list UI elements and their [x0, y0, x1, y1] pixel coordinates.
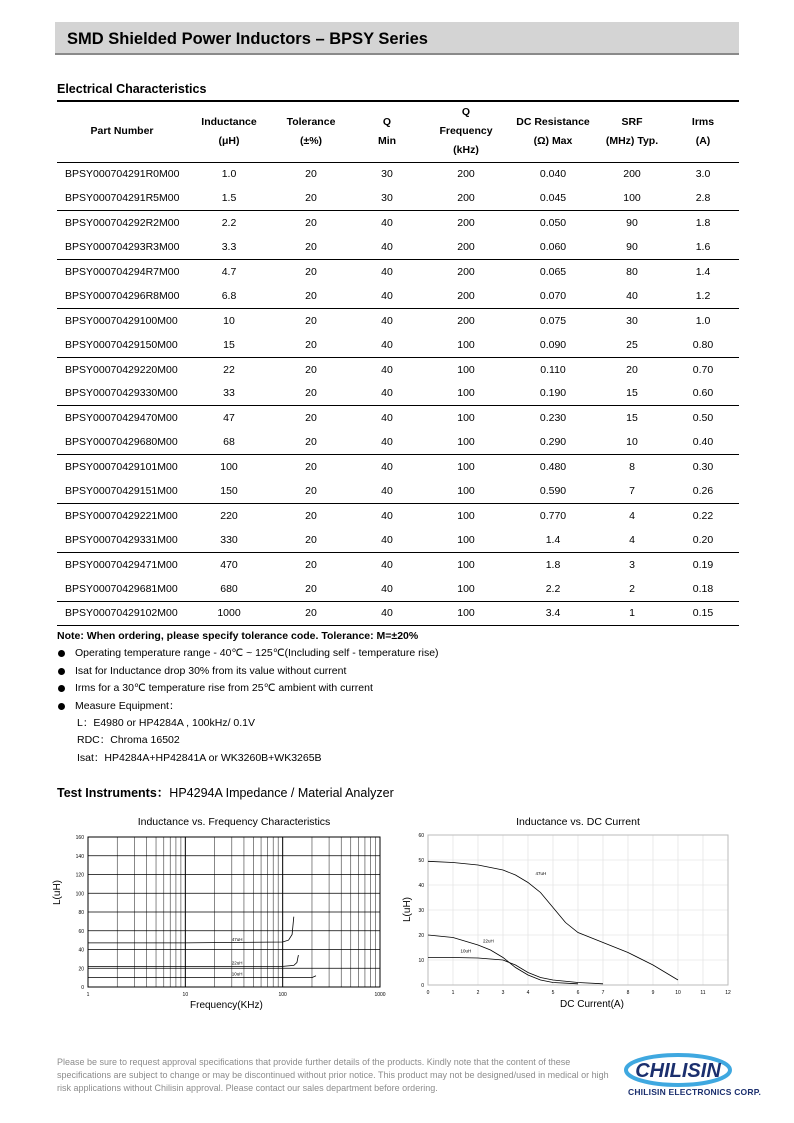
note-bullet: Measure Equipment：	[57, 698, 439, 715]
column-header	[597, 101, 667, 162]
y-tick-label: 0	[81, 985, 84, 991]
freq-chart-xlabel: Frequency(KHz)	[190, 1000, 263, 1011]
part-number-cell: BPSY00070429680M00	[57, 430, 187, 454]
table-cell: 20	[271, 382, 351, 406]
y-tick-label: 40	[418, 883, 424, 889]
x-tick-label: 12	[725, 990, 731, 996]
column-header	[271, 101, 351, 162]
table-cell: 10	[597, 430, 667, 454]
table-row	[57, 601, 739, 625]
part-number-cell: BPSY000704291R5M00	[57, 186, 187, 210]
table-cell: 2.2	[509, 577, 597, 601]
table-cell: 0.090	[509, 333, 597, 357]
column-header	[667, 101, 739, 162]
y-tick-label: 40	[78, 947, 84, 954]
section-title: Electrical Characteristics	[57, 82, 207, 96]
table-cell: 1.0	[695, 314, 711, 327]
table-cell: 7	[597, 479, 667, 503]
x-tick-label: 1000	[374, 992, 386, 998]
table-cell: 40	[351, 430, 423, 454]
part-number-cell: BPSY000704292R2M00	[65, 217, 180, 230]
series-label: 22uH	[231, 960, 243, 966]
table-cell: 2.8	[667, 186, 739, 210]
table-cell: 330	[187, 528, 271, 552]
table-cell: 33	[187, 382, 271, 406]
title-bar	[55, 22, 739, 55]
table-cell: 0.60	[667, 382, 739, 406]
x-tick-label: 6	[576, 990, 580, 996]
column-header	[187, 101, 271, 162]
column-header-line: Q	[382, 115, 392, 128]
table-cell: 68	[187, 430, 271, 454]
column-header-line: Inductance	[201, 115, 257, 128]
equipment-line: RDC：Chroma 16502	[77, 734, 180, 747]
table-cell: 0.15	[667, 601, 739, 625]
table-cell: 20	[305, 461, 317, 474]
table-cell: 20	[271, 528, 351, 552]
table-cell: 100	[423, 382, 509, 406]
column-header-line: Frequency	[439, 125, 493, 138]
table-cell: 20	[305, 363, 317, 376]
table-cell: 200	[423, 284, 509, 308]
part-number-cell: BPSY00070429331M00	[57, 528, 187, 552]
table-cell: 40	[381, 363, 393, 376]
column-header-line: (±%)	[299, 134, 323, 147]
table-cell: 4	[597, 528, 667, 552]
table-row	[57, 479, 739, 503]
table-cell: 4.7	[221, 266, 237, 278]
table-cell: 0.40	[667, 430, 739, 454]
series-label: 47uH	[535, 871, 547, 876]
series-line	[88, 976, 316, 978]
table-cell: 40	[381, 314, 393, 327]
table-cell: 40	[381, 217, 393, 230]
series-label: 47uH	[231, 936, 243, 942]
table-cell: 40	[351, 382, 423, 406]
series-label: 10uH	[460, 948, 472, 954]
table-cell: 1.8	[695, 217, 711, 230]
table-row	[57, 162, 739, 186]
table-cell: 40	[351, 528, 423, 552]
table-cell: 1	[597, 601, 667, 625]
table-cell: 90	[626, 217, 638, 230]
table-cell: 1.0	[221, 168, 237, 181]
table-cell: 0.480	[539, 461, 567, 474]
table-cell: 100	[457, 412, 475, 425]
table-row	[57, 260, 739, 284]
column-header-line: (Ω) Max	[533, 134, 573, 147]
table-row	[57, 357, 739, 381]
table-cell: 25	[597, 333, 667, 357]
column-header-line: (MHz) Typ.	[605, 134, 659, 147]
note-bullet: Irms for a 30℃ temperature rise from 25℃ ambient with current	[57, 680, 439, 697]
series-label: 22uH	[483, 938, 494, 944]
test-instruments-value: HP4294A Impedance / Material Analyzer	[169, 786, 394, 800]
x-tick-label: 8	[626, 990, 630, 996]
note-bullet: Isat for Inductance drop 30% from its value without current	[57, 663, 439, 680]
table-cell: 40	[351, 235, 423, 259]
note-bullet: Operating temperature range - 40℃ ~ 125℃(Including self - temperature rise)	[57, 645, 439, 662]
page-title: SMD Shielded Power Inductors – BPSY Series	[67, 30, 428, 48]
column-header-line: Q	[461, 106, 471, 119]
table-cell: 47	[223, 412, 235, 425]
table-cell: 200	[457, 266, 475, 278]
logo-wordmark: CHILISIN	[635, 1060, 721, 1082]
spec-table-head	[57, 101, 739, 162]
table-cell: 200	[457, 168, 475, 181]
table-cell: 40	[381, 461, 393, 474]
test-instruments-label: Test Instruments：	[57, 786, 170, 800]
table-cell: 8	[629, 461, 635, 474]
notes	[57, 628, 439, 767]
y-tick-label: 20	[78, 966, 84, 973]
table-cell: 100	[423, 479, 509, 503]
column-header-line: (kHz)	[453, 144, 479, 157]
column-header-line: (μH)	[218, 134, 240, 147]
table-cell: 10	[223, 314, 235, 327]
x-tick-label: 10	[675, 990, 681, 996]
table-cell: 20	[305, 412, 317, 425]
table-cell: 100	[423, 528, 509, 552]
part-number-cell: BPSY00070429150M00	[57, 333, 187, 357]
table-cell: 2.2	[221, 217, 237, 230]
table-row	[57, 333, 739, 357]
freq-chart-title: Inductance vs. Frequency Characteristics	[137, 816, 331, 828]
table-cell: 0.50	[692, 412, 714, 425]
y-tick-label: 60	[78, 928, 84, 935]
table-cell: 0.065	[539, 266, 567, 278]
table-cell: 0.110	[540, 363, 566, 376]
table-cell: 200	[423, 186, 509, 210]
table-cell: 40	[351, 284, 423, 308]
y-tick-label: 160	[75, 835, 84, 841]
spec-table-body	[57, 162, 739, 625]
column-header	[57, 101, 187, 162]
table-cell: 220	[220, 509, 238, 522]
table-cell: 15	[187, 333, 271, 357]
table-cell: 0.050	[539, 217, 567, 230]
table-cell: 40	[381, 412, 393, 425]
dc-chart	[410, 828, 740, 998]
y-tick-label: 50	[418, 858, 424, 864]
part-number-cell: BPSY000704293R3M00	[57, 235, 187, 259]
part-number-cell: BPSY00070429102M00	[57, 601, 187, 625]
table-row	[57, 455, 739, 479]
part-number-cell: BPSY00070429221M00	[65, 509, 178, 522]
table-cell: 0.18	[667, 577, 739, 601]
freq-chart-ylabel: L(uH)	[52, 879, 63, 905]
table-cell: 20	[271, 235, 351, 259]
x-tick-label: 4	[526, 990, 530, 996]
table-cell: 0.060	[509, 235, 597, 259]
table-cell: 200	[457, 217, 475, 230]
table-row	[57, 284, 739, 308]
table-cell: 100	[423, 577, 509, 601]
header-row	[57, 101, 739, 162]
y-tick-label: 30	[418, 908, 424, 914]
part-number-cell: BPSY00070429470M00	[65, 412, 178, 425]
y-tick-label: 20	[418, 933, 424, 939]
table-cell: 1.4	[509, 528, 597, 552]
table-cell: 3.3	[187, 235, 271, 259]
y-tick-label: 10	[418, 958, 424, 964]
x-tick-label: 100	[278, 992, 287, 998]
table-cell: 40	[381, 266, 393, 278]
column-header-line: Min	[377, 134, 397, 147]
table-cell: 20	[626, 363, 638, 376]
table-cell: 100	[457, 558, 475, 571]
table-cell: 0.770	[539, 509, 567, 522]
table-cell: 100	[457, 363, 475, 376]
table-cell: 200	[457, 314, 475, 327]
x-tick-label: 5	[551, 990, 555, 996]
test-instruments	[57, 783, 394, 801]
table-row	[57, 552, 739, 576]
dc-chart-ylabel: L(uH)	[402, 896, 413, 922]
table-cell: 0.26	[667, 479, 739, 503]
x-tick-label: 3	[501, 990, 505, 996]
table-cell: 0.070	[509, 284, 597, 308]
column-header-line: Part Number	[90, 125, 154, 138]
table-cell: 100	[423, 430, 509, 454]
part-number-cell: BPSY000704291R0M00	[65, 168, 180, 181]
table-row	[57, 235, 739, 259]
equipment-line: Isat：HP4284A+HP42841A or WK3260B+WK3265B	[77, 751, 322, 764]
table-cell: 20	[271, 430, 351, 454]
part-number-cell: BPSY00070429681M00	[57, 577, 187, 601]
table-cell: 20	[271, 333, 351, 357]
table-cell: 20	[305, 509, 317, 522]
company-name: CHILISIN ELECTRONICS CORP.	[628, 1087, 762, 1097]
table-cell: 470	[220, 558, 238, 571]
column-header-line: (A)	[695, 134, 711, 147]
part-number-cell: BPSY00070429101M00	[65, 461, 178, 474]
table-cell: 0.22	[692, 509, 714, 522]
table-cell: 40	[381, 558, 393, 571]
table-cell: 100	[457, 461, 475, 474]
table-cell: 0.590	[509, 479, 597, 503]
table-cell: 0.70	[692, 363, 714, 376]
table-cell: 15	[597, 382, 667, 406]
x-tick-label: 2	[476, 990, 480, 996]
y-tick-label: 80	[78, 910, 84, 916]
part-number-cell: BPSY00070429220M00	[65, 363, 178, 376]
series-label: 10uH	[231, 971, 243, 977]
x-tick-label: 11	[700, 990, 706, 996]
y-tick-label: 60	[418, 833, 424, 839]
column-header	[509, 101, 597, 162]
table-cell: 40	[381, 509, 393, 522]
column-header-line: DC Resistance	[516, 115, 590, 128]
table-cell: 40	[351, 333, 423, 357]
table-cell: 3.0	[695, 168, 711, 181]
x-tick-label: 1	[86, 992, 90, 998]
table-cell: 20	[271, 284, 351, 308]
part-number-cell: BPSY000704294R7M00	[65, 266, 180, 278]
table-cell: 20	[271, 601, 351, 625]
column-header-line: SRF	[621, 115, 643, 128]
table-cell: 22	[223, 363, 235, 376]
table-cell: 20	[305, 558, 317, 571]
table-cell: 20	[305, 168, 317, 181]
part-number-cell: BPSY00070429471M00	[65, 558, 178, 571]
table-cell: 0.80	[667, 333, 739, 357]
ordering-note: Note: When ordering, please specify tolerance code. Tolerance: M=±20%	[57, 630, 419, 642]
table-cell: 100	[220, 461, 238, 474]
table-cell: 1.6	[667, 235, 739, 259]
series-line	[88, 917, 294, 943]
table-cell: 0.19	[692, 558, 714, 571]
x-tick-label: 7	[601, 990, 605, 996]
table-cell: 6.8	[187, 284, 271, 308]
table-cell: 15	[626, 412, 638, 425]
series-line	[88, 955, 298, 966]
y-tick-label: 120	[75, 872, 84, 879]
table-cell: 1000	[187, 601, 271, 625]
table-cell: 0.045	[509, 186, 597, 210]
x-tick-label: 0	[426, 990, 430, 996]
table-row	[57, 186, 739, 210]
x-tick-label: 1	[451, 990, 455, 996]
table-cell: 200	[423, 235, 509, 259]
part-number-cell: BPSY00070429330M00	[57, 382, 187, 406]
part-number-cell: BPSY000704296R8M00	[57, 284, 187, 308]
table-row	[57, 382, 739, 406]
table-cell: 100	[423, 601, 509, 625]
table-cell: 30	[381, 168, 393, 181]
table-row	[57, 308, 739, 332]
table-cell: 4	[629, 509, 635, 522]
table-cell: 90	[597, 235, 667, 259]
spec-table	[57, 100, 739, 626]
column-header	[423, 101, 509, 162]
table-cell: 200	[623, 168, 641, 181]
table-cell: 0.20	[667, 528, 739, 552]
part-number-cell: BPSY00070429100M00	[65, 314, 178, 327]
table-cell: 0.040	[539, 168, 567, 181]
table-cell: 20	[271, 577, 351, 601]
table-cell: 0.30	[692, 461, 714, 474]
equipment-line: L：E4980 or HP4284A , 100kHz/ 0.1V	[77, 717, 256, 730]
table-cell: 150	[187, 479, 271, 503]
disclaimer: Please be sure to request approval specifications that provide further details of the products. Kindly note that the content of these specifications are subject to change or may be discontinued without prior notice. This product may not be designed/used in medical or high risk applications without Chilisin approval. Please contact our sales department before ordering.	[57, 1057, 609, 1093]
table-cell: 100	[597, 186, 667, 210]
dc-chart-title: Inductance vs. DC Current	[516, 816, 640, 828]
table-cell: 20	[305, 314, 317, 327]
table-cell: 30	[626, 314, 638, 327]
table-row	[57, 211, 739, 235]
y-tick-label: 140	[75, 853, 84, 860]
table-cell: 0.190	[509, 382, 597, 406]
table-cell: 80	[626, 266, 638, 278]
table-cell: 40	[351, 479, 423, 503]
y-tick-label: 100	[75, 891, 84, 898]
table-row	[57, 577, 739, 601]
table-cell: 680	[187, 577, 271, 601]
table-row	[57, 406, 739, 430]
y-tick-label: 0	[421, 983, 424, 989]
table-row	[57, 528, 739, 552]
table-cell: 1.5	[187, 186, 271, 210]
table-cell: 2	[597, 577, 667, 601]
series-line	[428, 958, 603, 984]
table-cell: 40	[597, 284, 667, 308]
table-cell: 40	[351, 577, 423, 601]
column-header	[351, 101, 423, 162]
x-tick-label: 10	[182, 992, 189, 998]
table-cell: 40	[351, 601, 423, 625]
table-cell: 0.230	[539, 412, 567, 425]
part-number-cell: BPSY00070429151M00	[57, 479, 187, 503]
table-cell: 20	[271, 186, 351, 210]
column-header-line: Irms	[691, 115, 715, 128]
table-row	[57, 503, 739, 527]
table-cell: 1.2	[667, 284, 739, 308]
table-cell: 3	[629, 558, 635, 571]
table-cell: 20	[305, 217, 317, 230]
table-row	[57, 430, 739, 454]
dc-chart-xlabel: DC Current(A)	[560, 999, 624, 1010]
table-cell: 30	[351, 186, 423, 210]
x-tick-label: 9	[651, 990, 655, 996]
table-cell: 0.290	[509, 430, 597, 454]
table-cell: 0.075	[539, 314, 567, 327]
table-cell: 3.4	[509, 601, 597, 625]
column-header-line: Tolerance	[286, 115, 336, 128]
table-cell: 100	[457, 509, 475, 522]
table-cell: 1.4	[695, 266, 711, 278]
freq-chart	[54, 828, 394, 1014]
table-cell: 20	[271, 479, 351, 503]
table-cell: 1.8	[545, 558, 561, 571]
table-cell: 20	[305, 266, 317, 278]
table-cell: 100	[423, 333, 509, 357]
